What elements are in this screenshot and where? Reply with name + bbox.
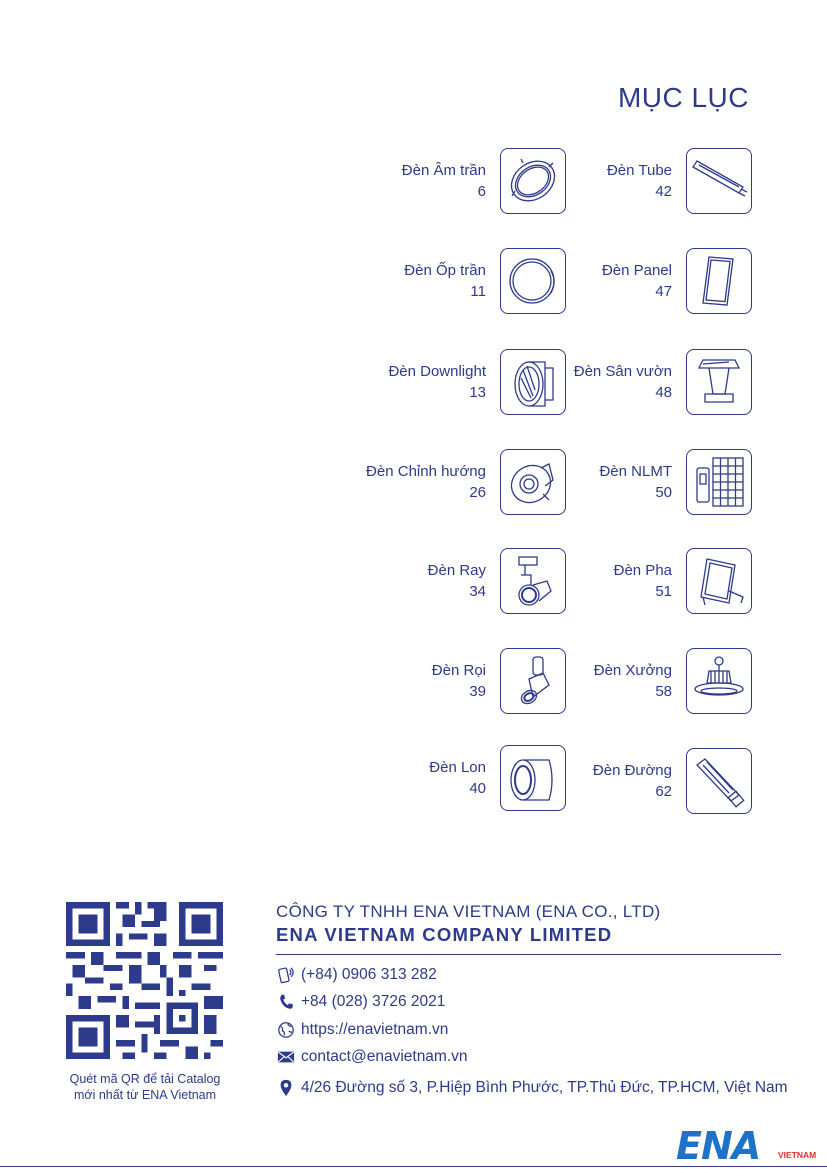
qr-code (66, 902, 223, 1059)
mail-icon (276, 1047, 296, 1067)
toc-item-nlmt[interactable] (422, 449, 752, 519)
toc-label: Đèn Rọi 39 (431, 662, 486, 700)
qr-caption: Quét mã QR để tải Catalog mới nhất từ ENA Vietnam (69, 1072, 221, 1102)
mobile-contact[interactable]: (+84) 0906 313 282 (276, 964, 437, 986)
tube-light-icon (686, 148, 752, 214)
toc-label: Đèn Pha 51 (613, 562, 672, 600)
toc-item-duong[interactable] (422, 748, 752, 818)
mobile-phone-icon (276, 965, 296, 985)
page-title: MỤC LỤC (617, 82, 749, 113)
toc-label: Đèn NLMT 50 (599, 463, 672, 501)
toc-label: Đèn Panel 47 (601, 262, 672, 300)
toc-item-panel[interactable] (422, 248, 752, 318)
highbay-light-icon (686, 648, 752, 714)
location-pin-icon (276, 1078, 296, 1098)
toc-label: Đèn Ốp trần 11 (404, 262, 486, 300)
page-bottom-border (0, 1166, 827, 1167)
toc-label: Đèn Chỉnh hướng 26 (366, 463, 486, 501)
toc-item-xuong[interactable] (422, 648, 752, 718)
toc-label: Đèn Sân vườn 48 (573, 363, 672, 401)
company-name-en: ENA VIETNAM COMPANY LIMITED (276, 924, 613, 945)
panel-light-icon (686, 248, 752, 314)
address-contact: 4/26 Đường số 3, P.Hiệp Bình Phước, TP.Thủ Đức, TP.HCM, Việt Nam (276, 1077, 788, 1099)
globe-icon (276, 1020, 296, 1040)
garden-light-icon (686, 349, 752, 415)
solar-light-icon (686, 449, 752, 515)
website-contact[interactable]: https://enavietnam.vn (276, 1019, 448, 1041)
flood-light-icon (686, 548, 752, 614)
company-name-vn: CÔNG TY TNHH ENA VIETNAM (ENA CO., LTD) (276, 902, 661, 921)
toc-item-san-vuon[interactable] (422, 349, 752, 419)
toc-item-pha[interactable] (422, 548, 752, 618)
company-block (276, 902, 781, 955)
toc-label: Đèn Tube 42 (606, 162, 672, 200)
phone-icon (276, 992, 296, 1012)
toc-label: Đèn Xưởng 58 (593, 662, 672, 700)
toc-label: Đèn Downlight 13 (388, 363, 486, 401)
ena-logo: ENA VIETNAM (676, 1124, 817, 1168)
email-contact[interactable]: contact@enavietnam.vn (276, 1046, 468, 1068)
toc-label: Đèn Âm trần 6 (401, 162, 486, 200)
divider (276, 954, 781, 955)
street-light-icon (686, 748, 752, 814)
phone-contact[interactable]: +84 (028) 3726 2021 (276, 991, 445, 1013)
toc-label: Đèn Lon 40 (429, 759, 486, 797)
toc-item-tube[interactable] (422, 148, 752, 218)
toc-label: Đèn Ray 34 (427, 562, 486, 600)
toc-label: Đèn Đường 62 (592, 762, 672, 800)
